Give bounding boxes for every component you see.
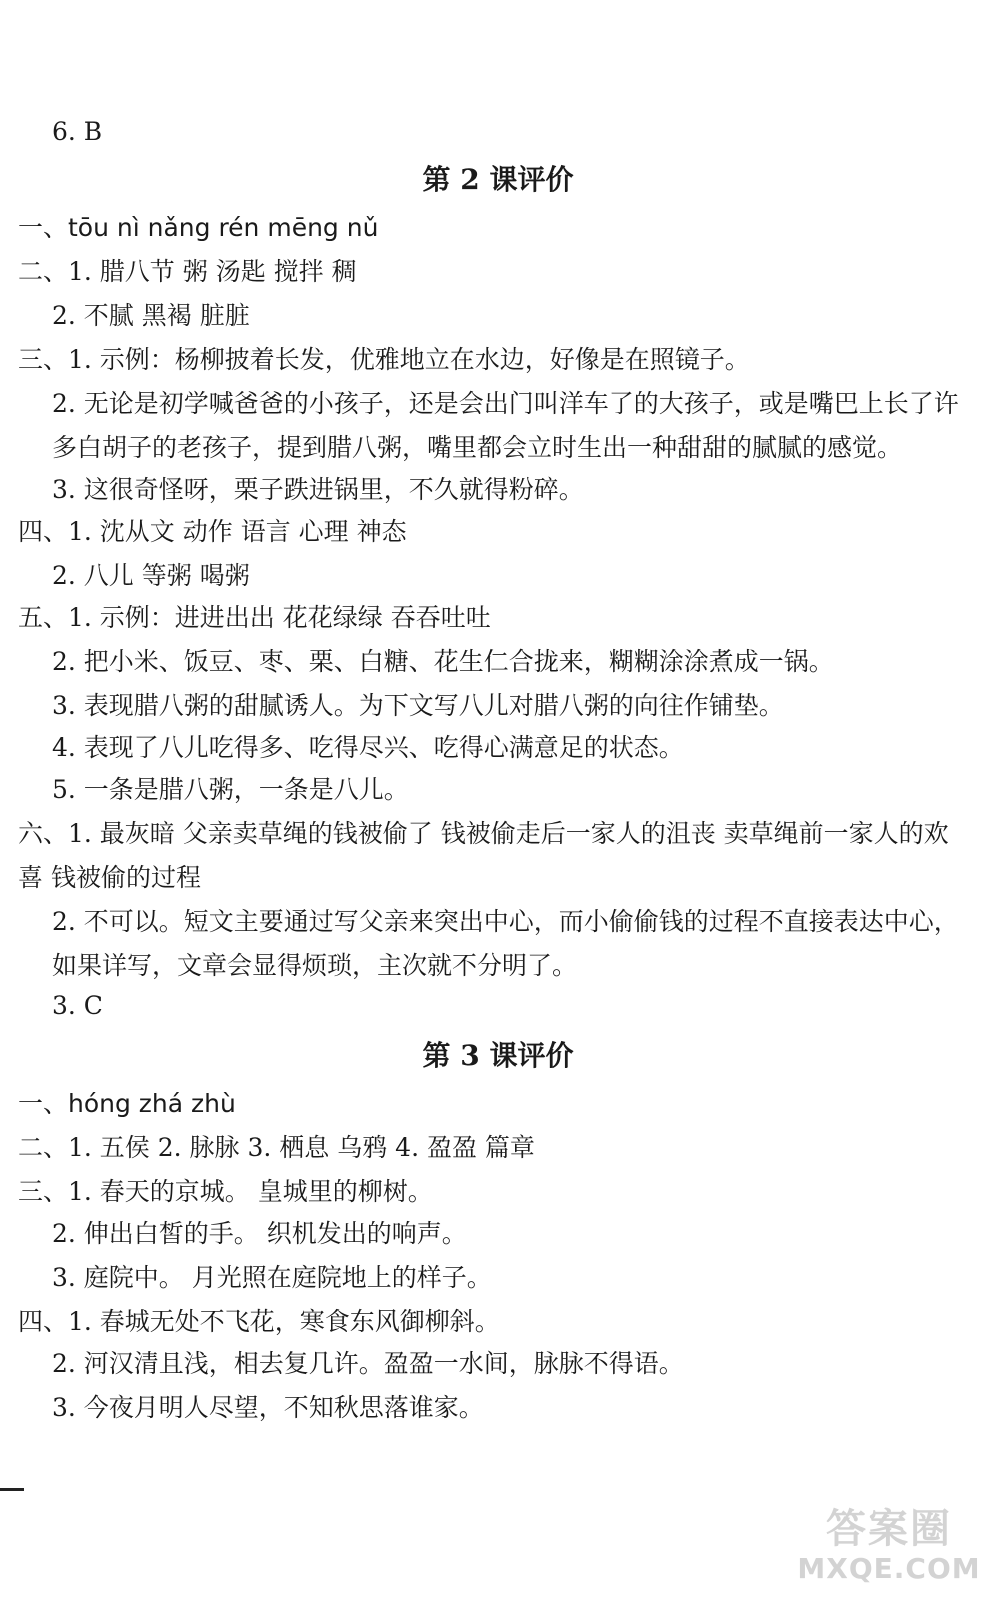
answer-line: 5. 一条是腊八粥，一条是八儿。 <box>52 775 409 804</box>
answer-line: 2. 伸出白皙的手。 织机发出的响声。 <box>52 1219 467 1248</box>
page-divider <box>0 1488 24 1491</box>
answer-line: 4. 表现了八儿吃得多、吃得尽兴、吃得心满意足的状态。 <box>52 733 684 762</box>
answer-line: 3. 今夜月明人尽望，不知秋思落谁家。 <box>52 1393 484 1422</box>
answer-line: 一、hóng zhá zhù <box>18 1089 236 1118</box>
answer-line: 二、1. 五侯 2. 脉脉 3. 栖息 乌鸦 4. 盈盈 篇章 <box>18 1133 535 1162</box>
answer-line: 2. 无论是初学喊爸爸的小孩子，还是会出门叫洋车了的大孩子，或是嘴巴上长了许多白胡子的老孩子，提到腊八粥，嘴里都会立时生出一种甜甜的腻腻的感觉。 <box>52 389 959 462</box>
answer-line: 五、1. 示例：进进出出 花花绿绿 吞吞吐吐 <box>18 603 491 632</box>
answer-line: 2. 不可以。短文主要通过写父亲来突出中心，而小偷偷钱的过程不直接表达中心，如果详写，文章会显得烦琐，主次就不分明了。 <box>52 907 959 980</box>
answer-line: 2. 河汉清且浅，相去复几许。盈盈一水间，脉脉不得语。 <box>52 1349 684 1378</box>
watermark-logo-text: 答案圈 <box>826 1506 952 1552</box>
answer-line: 三、1. 春天的京城。 皇城里的柳树。 <box>18 1177 433 1206</box>
answer-line: 6. B <box>52 117 103 146</box>
section-title: 第 3 课评价 <box>422 1039 574 1072</box>
watermark-url: MXQE.COM <box>797 1552 981 1585</box>
answer-line: 3. 庭院中。 月光照在庭院地上的样子。 <box>52 1263 492 1292</box>
site-watermark <box>796 1506 982 1592</box>
answer-line: 3. 表现腊八粥的甜腻诱人。为下文写八儿对腊八粥的向往作铺垫。 <box>52 691 784 720</box>
answer-line: 三、1. 示例：杨柳披着长发，优雅地立在水边，好像是在照镜子。 <box>18 345 750 374</box>
answer-line: 3. C <box>52 991 103 1020</box>
section-title: 第 2 课评价 <box>422 163 574 196</box>
answer-line: 四、1. 沈从文 动作 语言 心理 神态 <box>18 517 407 546</box>
answer-line: 3. 这很奇怪呀，栗子跌进锅里，不久就得粉碎。 <box>52 475 584 504</box>
answer-line: 2. 把小米、饭豆、枣、栗、白糖、花生仁合拢来，糊糊涂涂煮成一锅。 <box>52 647 834 676</box>
answer-line: 二、1. 腊八节 粥 汤匙 搅拌 稠 <box>18 257 357 286</box>
answer-line: 四、1. 春城无处不飞花，寒食东风御柳斜。 <box>18 1307 500 1336</box>
answer-line: 2. 八儿 等粥 喝粥 <box>52 561 250 590</box>
answer-line: 一、tōu nì nǎng rén mēng nǔ <box>18 213 379 242</box>
answer-line: 2. 不腻 黑褐 脏脏 <box>52 301 250 330</box>
answer-line: 六、1. 最灰暗 父亲卖草绳的钱被偷了 钱被偷走后一家人的沮丧 卖草绳前一家人的欢喜 钱被偷的过程 <box>18 819 949 892</box>
